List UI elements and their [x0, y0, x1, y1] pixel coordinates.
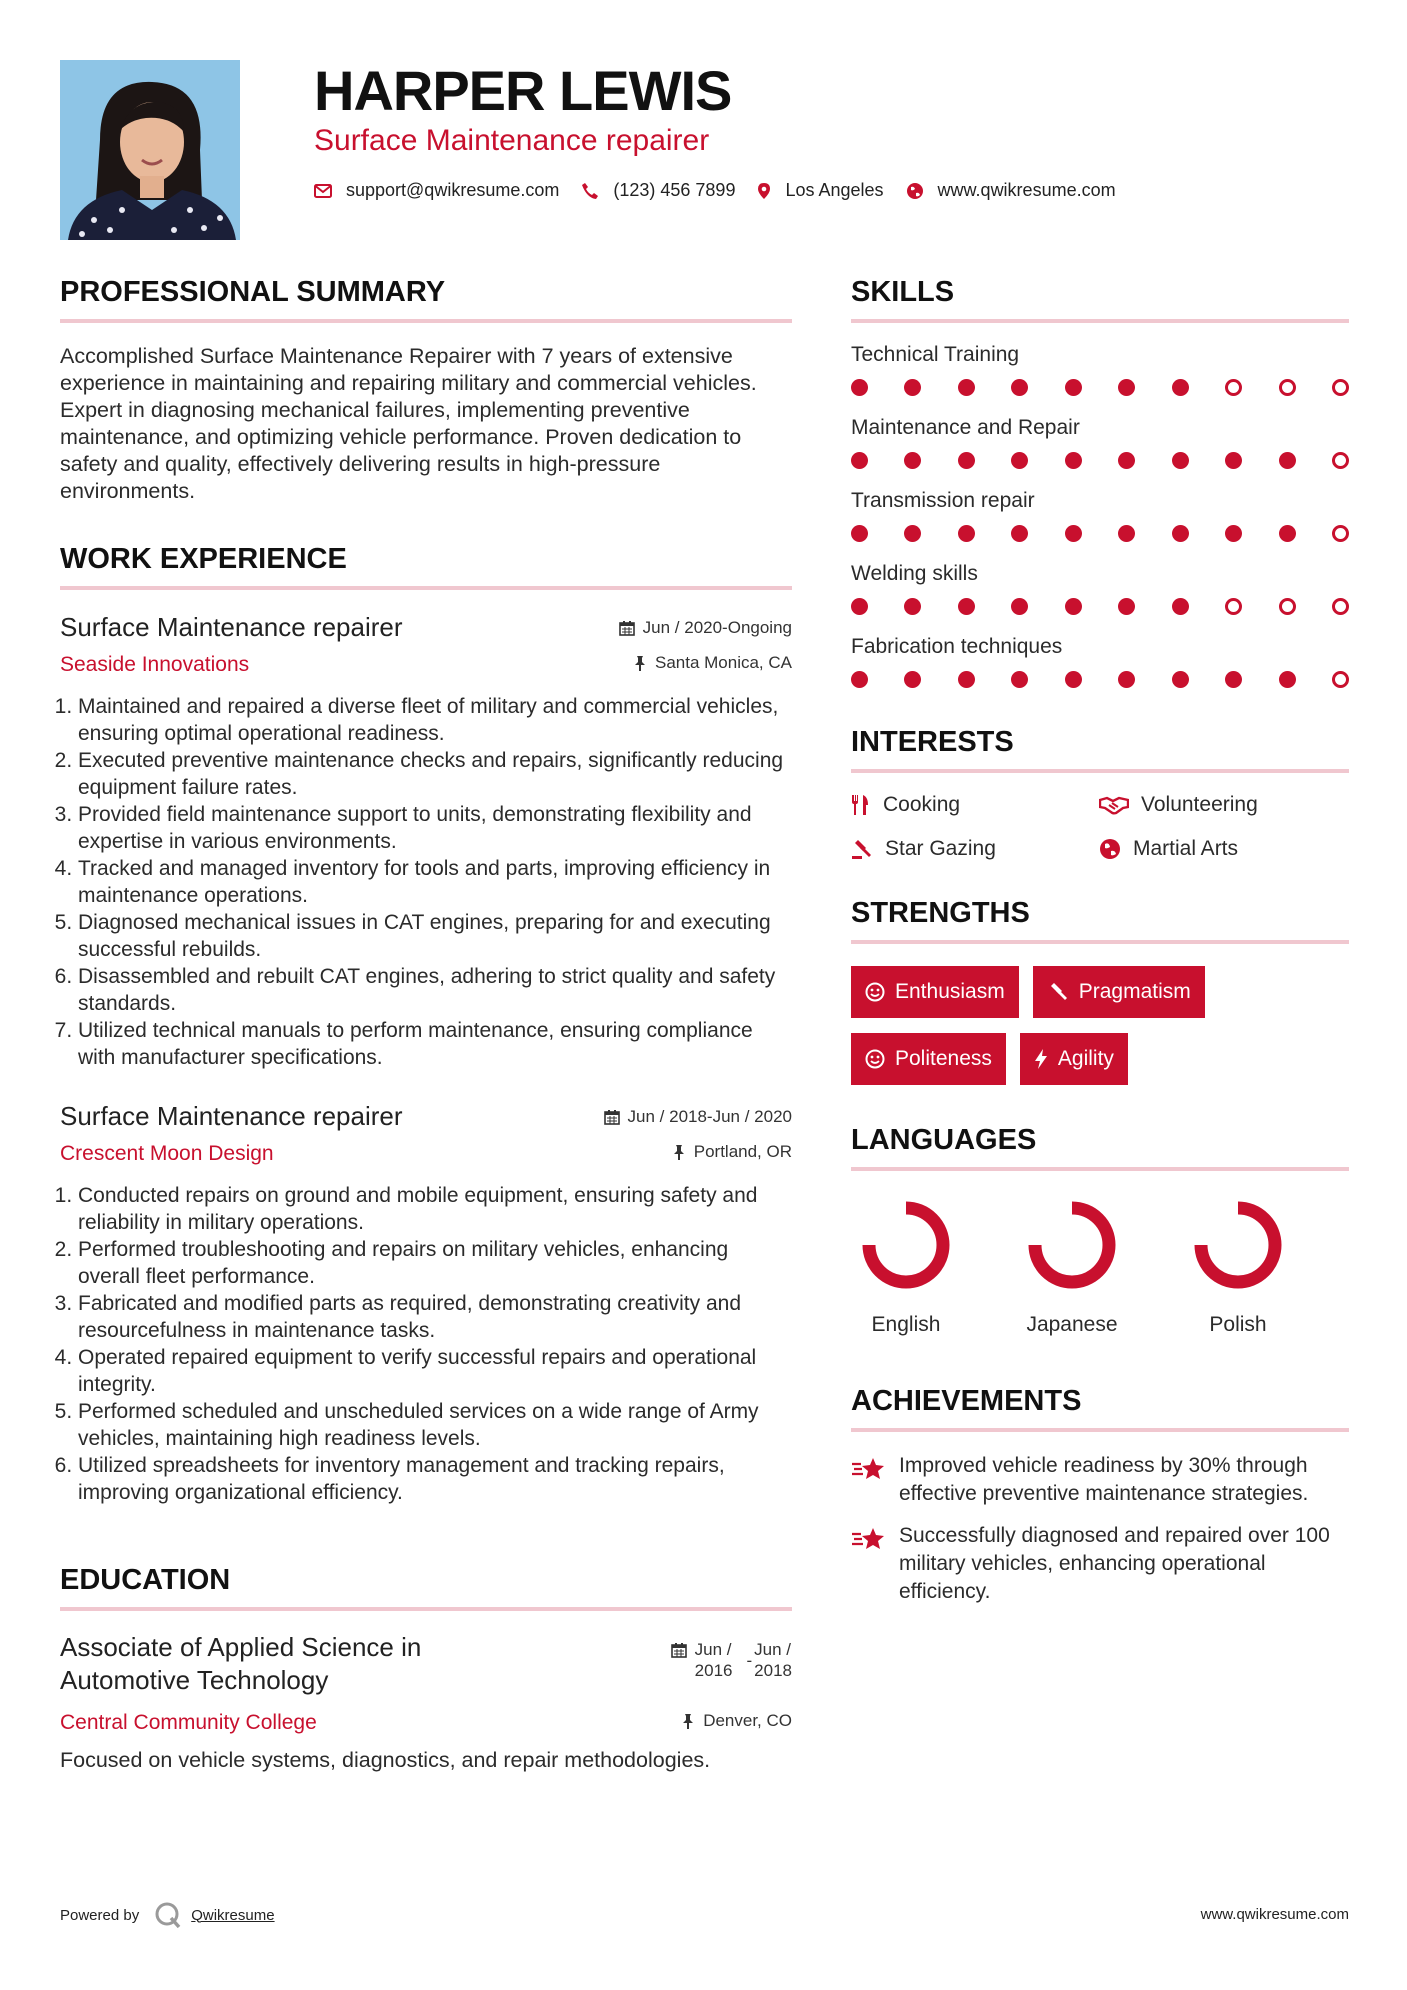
interests-grid [851, 793, 1349, 861]
rating-dot-filled [1172, 598, 1189, 615]
skill-rating [851, 379, 1349, 396]
duty-item: 3. Fabricated and modified parts as required, demonstrating creativity and resourcefulness in maintenance tasks. [78, 1290, 792, 1344]
duty-item: 2. Performed troubleshooting and repairs on military vehicles, enhancing overall fleet performance. [78, 1236, 792, 1290]
rating-dot-filled [958, 598, 975, 615]
job-dates-text: Jun / 2020-Ongoing [642, 618, 792, 637]
right-column [851, 276, 1349, 1606]
rating-dot-filled [1279, 452, 1296, 469]
achievement-text: Improved vehicle readiness by 30% through effective preventive maintenance strategies. [899, 1454, 1309, 1505]
skill-name: Welding skills [851, 562, 978, 585]
candidate-title: Surface Maintenance repairer [314, 124, 710, 157]
interest-label: Cooking [883, 793, 961, 816]
interests-section [851, 726, 1349, 861]
phone-text: (123) 456 7899 [613, 180, 736, 200]
duty-item: 6. Utilized spreadsheets for inventory management and tracking repairs, improving organizational efficiency. [78, 1452, 792, 1506]
rating-dot-filled [851, 525, 868, 542]
rating-dot-filled [1279, 525, 1296, 542]
rating-dot-empty [1279, 379, 1296, 396]
start-month: Jun / [694, 1640, 732, 1659]
rating-dot-filled [904, 525, 921, 542]
duty-list [60, 1182, 792, 1506]
qwikresume-link[interactable]: Qwikresume [191, 1906, 275, 1924]
school-location [681, 1711, 792, 1731]
job-entry [60, 1101, 792, 1506]
pushpin-icon [633, 655, 647, 671]
qwikresume-logo-icon [153, 1900, 183, 1930]
achievement-text: Successfully diagnosed and repaired over 100 military vehicles, enhancing operational efficiency. [899, 1524, 1330, 1603]
gavel-icon [851, 838, 873, 860]
language-list [851, 1197, 1349, 1337]
strength-badges [851, 966, 1349, 1100]
avatar [60, 60, 240, 240]
start-date [695, 1639, 733, 1681]
duty-item: 4. Tracked and managed inventory for tools and parts, improving efficiency in maintenance operations. [78, 855, 792, 909]
rating-dot-filled [851, 379, 868, 396]
rating-dot-filled [1225, 525, 1242, 542]
section-title: EDUCATION [60, 1564, 792, 1611]
start-year: 2016 [694, 1661, 733, 1680]
section-title: WORK EXPERIENCE [60, 543, 792, 590]
degree-title: Associate of Applied Science in Automotive Technology [60, 1632, 422, 1695]
website-text: www.qwikresume.com [937, 180, 1116, 200]
end-month: Jun / [754, 1640, 792, 1659]
rating-dot-filled [1011, 379, 1028, 396]
language-item [1017, 1197, 1183, 1337]
achievements-section [851, 1385, 1349, 1606]
contact-website[interactable] [906, 180, 1116, 201]
rating-dot-filled [851, 671, 868, 688]
language-level-ring [851, 1197, 961, 1297]
summary-text: Accomplished Surface Maintenance Repairer with 7 years of extensive experience in maintaining and repairing military and commercial vehicles. Expert in diagnosing mechanical failures, implementing preventive maintenance, and optimizing vehicle performance. Proven dedication to safety and quality, effectively delivering results in high-pressure environments. [60, 344, 757, 503]
strength-badge [851, 966, 1019, 1018]
globe-icon [906, 182, 924, 200]
duty-item: 4. Operated repaired equipment to verify successful repairs and operational integrity. [78, 1344, 792, 1398]
rating-dot-empty [1279, 598, 1296, 615]
skill-name: Technical Training [851, 343, 1020, 366]
rating-dot-filled [1118, 671, 1135, 688]
language-level-arc [1201, 1208, 1275, 1282]
rating-dot-filled [1118, 525, 1135, 542]
interest-item [1099, 837, 1347, 861]
rating-dot-filled [1225, 452, 1242, 469]
rating-dot-filled [904, 452, 921, 469]
pushpin-icon [681, 1713, 695, 1729]
contact-email[interactable] [314, 180, 559, 201]
job-dates [619, 618, 792, 638]
calendar-icon [604, 1109, 620, 1125]
rating-dot-empty [1332, 671, 1349, 688]
powered-by-label: Powered by [60, 1906, 140, 1924]
contact-bar [314, 180, 1138, 201]
contact-phone[interactable] [581, 180, 735, 201]
skill-rating [851, 598, 1349, 615]
language-level-ring [1017, 1197, 1127, 1297]
phone-icon [581, 182, 599, 200]
language-name: English [871, 1313, 941, 1336]
education-section [60, 1564, 792, 1774]
company-name: Crescent Moon Design [60, 1142, 274, 1165]
rating-dot-filled [958, 671, 975, 688]
language-name: Japanese [1026, 1313, 1118, 1336]
strength-badge [851, 1033, 1006, 1085]
rating-dot-filled [1118, 452, 1135, 469]
strength-label: Enthusiasm [895, 980, 1005, 1003]
work-section [60, 543, 792, 1506]
skill-rating [851, 525, 1349, 542]
language-name: Polish [1209, 1313, 1267, 1336]
date-dash: - [746, 1651, 753, 1670]
end-year: 2018 [754, 1661, 792, 1680]
language-level-ring [1183, 1197, 1293, 1297]
location-text: Los Angeles [785, 180, 884, 200]
rating-dot-filled [1011, 671, 1028, 688]
language-item [851, 1197, 1017, 1337]
job-title: Surface Maintenance repairer [60, 612, 403, 642]
school-name: Central Community College [60, 1711, 317, 1734]
duty-item: 6. Disassembled and rebuilt CAT engines, adhering to strict quality and safety standards. [78, 963, 792, 1017]
globe-icon [1099, 838, 1121, 860]
rating-dot-filled [1225, 671, 1242, 688]
duty-item: 5. Performed scheduled and unscheduled services on a wide range of Army vehicles, maintaining high readiness levels. [78, 1398, 792, 1452]
profile-photo [60, 60, 240, 240]
section-title: PROFESSIONAL SUMMARY [60, 276, 792, 323]
job-dates [604, 1107, 792, 1127]
section-title: ACHIEVEMENTS [851, 1385, 1349, 1432]
school-location-text: Denver, CO [703, 1711, 792, 1730]
shooting-star-icon [851, 1526, 885, 1552]
interest-label: Star Gazing [885, 837, 996, 860]
interest-item [1099, 793, 1347, 817]
rating-dot-filled [1172, 525, 1189, 542]
skill-row [851, 562, 1349, 615]
rating-dot-filled [958, 452, 975, 469]
rating-dot-filled [1065, 379, 1082, 396]
strength-badge [1033, 966, 1205, 1018]
rating-dot-empty [1332, 525, 1349, 542]
duty-item: 5. Diagnosed mechanical issues in CAT engines, preparing for and executing successful rebuilds. [78, 909, 792, 963]
job-entry [60, 612, 792, 1071]
interest-item [851, 837, 1099, 861]
language-level-arc [1035, 1208, 1109, 1282]
handshake-icon [1099, 795, 1129, 815]
languages-section [851, 1124, 1349, 1337]
rating-dot-filled [1279, 671, 1296, 688]
interest-item [851, 793, 1099, 817]
language-level-arc [869, 1208, 943, 1282]
duty-item: 1. Maintained and repaired a diverse fleet of military and commercial vehicles, ensuring optimal operational readiness. [78, 693, 792, 747]
rating-dot-filled [904, 598, 921, 615]
language-item [1183, 1197, 1349, 1337]
duty-item: 2. Executed preventive maintenance checks and repairs, significantly reducing equipment failure rates. [78, 747, 792, 801]
duty-item: 7. Utilized technical manuals to perform maintenance, ensuring compliance with manufacturer specifications. [78, 1017, 792, 1071]
rating-dot-filled [1118, 379, 1135, 396]
left-column [60, 276, 792, 1774]
skills-section [851, 276, 1349, 688]
bolt-icon [1034, 1048, 1048, 1070]
strength-label: Agility [1057, 1047, 1114, 1070]
interest-label: Volunteering [1141, 793, 1258, 816]
duty-item: 3. Provided field maintenance support to units, demonstrating flexibility and expertise in various environments. [78, 801, 792, 855]
footer-powered-by [60, 1900, 275, 1930]
strength-label: Politeness [895, 1047, 992, 1070]
duty-item: 1. Conducted repairs on ground and mobile equipment, ensuring safety and reliability in military operations. [78, 1182, 792, 1236]
achievement-item [851, 1452, 1349, 1508]
map-pin-icon [757, 182, 771, 200]
section-title: SKILLS [851, 276, 1349, 323]
rating-dot-filled [1065, 525, 1082, 542]
strength-badge [1020, 1033, 1128, 1085]
section-title: STRENGTHS [851, 897, 1349, 944]
rating-dot-empty [1225, 379, 1242, 396]
skill-row [851, 489, 1349, 542]
rating-dot-filled [1172, 671, 1189, 688]
skill-rating [851, 671, 1349, 688]
rating-dot-filled [1172, 379, 1189, 396]
skill-name: Fabrication techniques [851, 635, 1063, 658]
rating-dot-filled [904, 671, 921, 688]
rating-dot-filled [1172, 452, 1189, 469]
job-location [672, 1142, 792, 1162]
rating-dot-filled [958, 379, 975, 396]
rating-dot-filled [1065, 452, 1082, 469]
rating-dot-filled [851, 598, 868, 615]
candidate-name: HARPER LEWIS [314, 59, 732, 122]
smile-icon [865, 1049, 885, 1069]
calendar-icon [619, 620, 635, 636]
gavel-icon [1047, 981, 1069, 1003]
skill-row [851, 635, 1349, 688]
calendar-icon [671, 1642, 687, 1658]
rating-dot-filled [1011, 598, 1028, 615]
rating-dot-filled [1065, 598, 1082, 615]
interest-label: Martial Arts [1133, 837, 1239, 860]
rating-dot-filled [1011, 452, 1028, 469]
education-description: Focused on vehicle systems, diagnostics, and repair methodologies. [60, 1748, 711, 1772]
section-title: LANGUAGES [851, 1124, 1349, 1171]
job-dates-text: Jun / 2018-Jun / 2020 [627, 1107, 792, 1126]
rating-dot-empty [1225, 598, 1242, 615]
rating-dot-empty [1332, 379, 1349, 396]
cutlery-icon [851, 794, 871, 816]
rating-dot-empty [1332, 598, 1349, 615]
email-text: support@qwikresume.com [346, 180, 560, 200]
company-name: Seaside Innovations [60, 653, 250, 676]
job-title: Surface Maintenance repairer [60, 1101, 403, 1131]
education-dates [671, 1639, 792, 1697]
job-location-text: Portland, OR [693, 1142, 792, 1161]
rating-dot-empty [1332, 452, 1349, 469]
rating-dot-filled [958, 525, 975, 542]
rating-dot-filled [1065, 671, 1082, 688]
end-date [754, 1639, 792, 1681]
strengths-section [851, 897, 1349, 1100]
skill-name: Transmission repair [851, 489, 1035, 512]
job-location-text: Santa Monica, CA [654, 653, 792, 672]
skills-list [851, 343, 1349, 688]
rating-dot-filled [1011, 525, 1028, 542]
section-title: INTERESTS [851, 726, 1349, 773]
pushpin-icon [672, 1144, 686, 1160]
skill-row [851, 343, 1349, 396]
rating-dot-filled [904, 379, 921, 396]
duty-list [60, 693, 792, 1071]
smile-icon [865, 982, 885, 1002]
footer-website[interactable]: www.qwikresume.com [1200, 1906, 1349, 1923]
summary-section [60, 276, 792, 505]
envelope-icon [314, 184, 332, 198]
rating-dot-filled [1118, 598, 1135, 615]
rating-dot-filled [851, 452, 868, 469]
shooting-star-icon [851, 1456, 885, 1482]
contact-location [757, 180, 883, 201]
strength-label: Pragmatism [1078, 980, 1191, 1003]
skill-rating [851, 452, 1349, 469]
achievement-item [851, 1522, 1349, 1606]
skill-row [851, 416, 1349, 469]
job-location [633, 653, 792, 673]
skill-name: Maintenance and Repair [851, 416, 1080, 439]
